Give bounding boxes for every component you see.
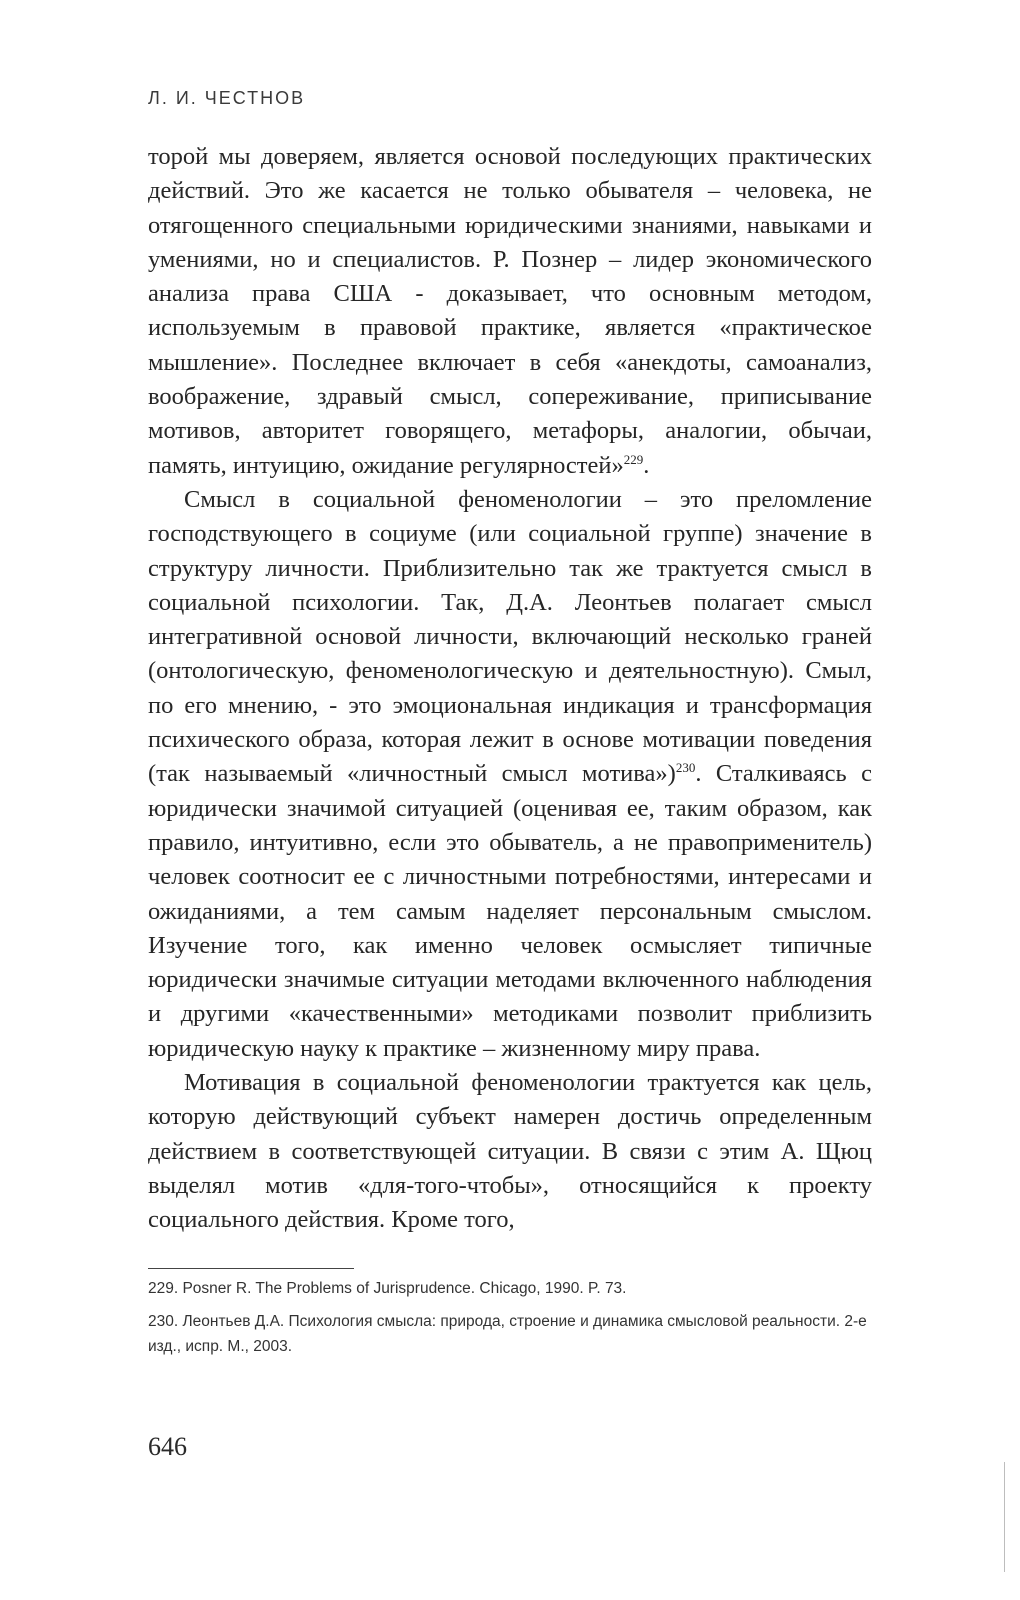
footnote-ref-229: 229 (623, 451, 644, 467)
footnote-229: 229. Posner R. The Problems of Jurisprudence. Chicago, 1990. P. 73. (148, 1280, 627, 1297)
footnote-230: 230. Леонтьев Д.А. Психология смысла: природа, строение и динамика смысловой реальности. 2-е изд., испр. М., 2003. (148, 1313, 867, 1355)
running-head: Л. И. ЧЕСТНОВ (148, 88, 306, 108)
paragraph-3 (148, 1066, 872, 1237)
paragraph-1-end: . (643, 451, 650, 479)
paragraph-1 (148, 140, 872, 483)
paragraph-1-text: торой мы доверяем, является основой последующих практических действий. Это же касается не только обывателя – человека, не отягощенного специальными юридическими знаниями, навыками и умениями, но и специалистов. Р. Познер – лидер экономического анализа права США - доказывает, что основным методом, используемым в правовой практике, является «практическое мышление». Последнее включает в себя «анекдоты, самоанализ, воображение, здравый смысл, сопереживание, приписывание мотивов, авторитет говорящего, метафоры, аналогии, обычаи, память, интуицию, ожидание регулярностей» (148, 143, 872, 479)
paragraph-2 (148, 483, 872, 1066)
body-text (148, 140, 872, 1238)
paragraph-3-text: Мотивация в социальной феноменологии трактуется как цель, которую действующий субъект намерен достичь определенным действием в соответствующей ситуации. В связи с этим А. Щюц выделял мотив «для-того-чтобы», относящийся к проекту социального действия. Кроме того, (148, 1069, 872, 1234)
paragraph-2-text: Смысл в социальной феноменологии – это преломление господствующего в социуме (или социальной группе) значение в структуру личности. Приблизительно так же трактуется смысл в социальной психологии. Так, Д.А. Леонтьев полагает смысл интегративной основой личности, включающий несколько граней (онтологическую, феноменологическую и деятельностную). Смыл, по его мнению, - это эмоциональная индикация и трансформация психического образа, которая лежит в основе мотивации поведения (так называемый «личностный смысл мотива») (148, 485, 872, 788)
footnotes (148, 1276, 872, 1367)
page-edge-mark (1004, 1462, 1005, 1572)
footnote-ref-230: 230 (675, 760, 696, 776)
footnote-divider (148, 1268, 354, 1269)
page-number: 646 (148, 1432, 187, 1461)
paragraph-2-end: . Сталкиваясь с юридически значимой ситуацией (оценивая ее, таким образом, как правило, интуитивно, если это обыватель, а не правоприменитель) человек соотносит ее с личностными потребностями, интересами и ожиданиями, а тем самым наделяет персональным смыслом. Изучение того, как именно человек осмысляет типичные юридически значимые ситуации методами включенного наблюдения и другими «качественными» методиками позволит приблизить юридическую науку к практике – жизненному миру права. (148, 760, 873, 1062)
